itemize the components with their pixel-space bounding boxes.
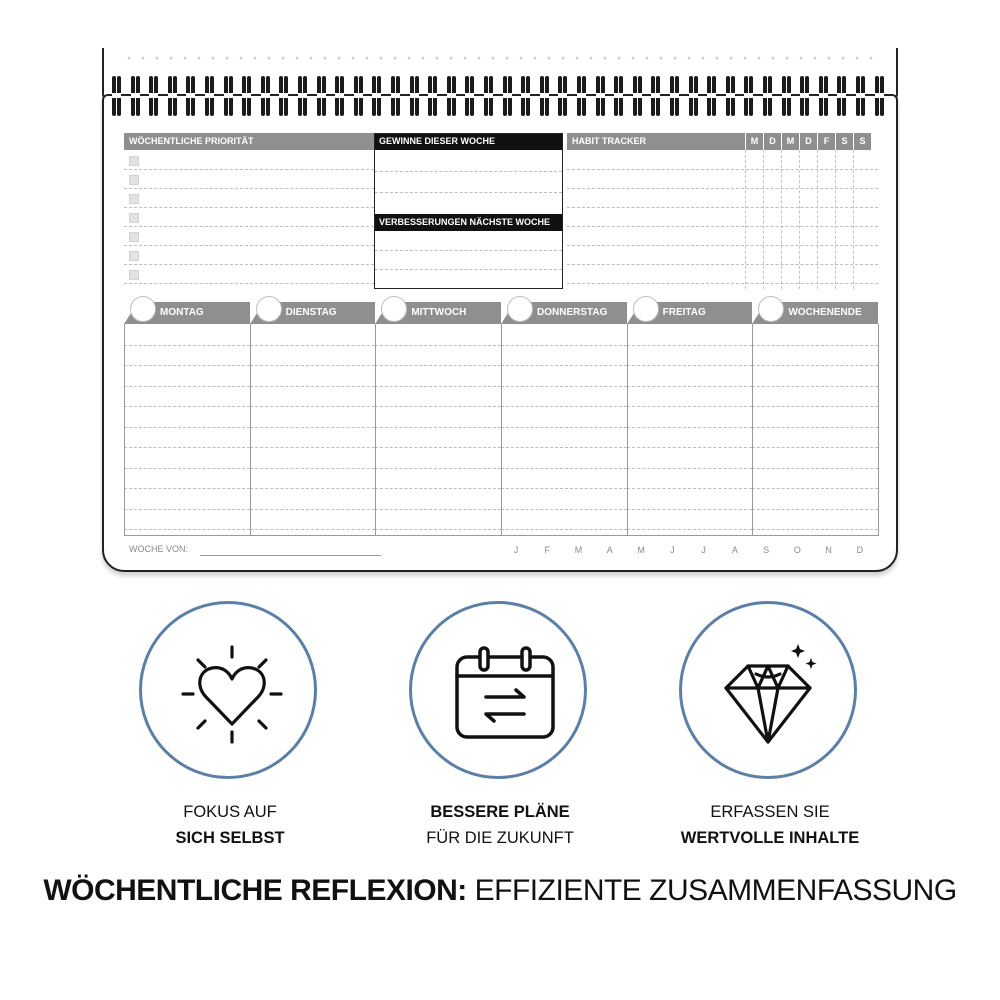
- weekday-letter: S: [853, 133, 871, 150]
- coil-gap: [503, 93, 512, 98]
- coil-gap: [726, 93, 735, 98]
- day-column: [124, 302, 250, 536]
- weekly-priority-header: WÖCHENTLICHE PRIORITÄT: [124, 133, 374, 150]
- day-line: [375, 529, 501, 530]
- habit-column-line: [781, 150, 782, 289]
- day-line: [250, 468, 376, 469]
- day-line: [124, 427, 250, 428]
- coil-gap: [856, 93, 865, 98]
- coil-ring: [131, 76, 140, 116]
- day-line: [752, 386, 878, 387]
- coil-gap: [205, 93, 214, 98]
- week-of-line: [200, 555, 381, 556]
- coil-gap: [763, 93, 772, 98]
- day-lines: [752, 324, 878, 536]
- weekday-columns: [124, 302, 878, 536]
- coil-ring: [726, 76, 735, 116]
- coil-gap: [837, 93, 846, 98]
- day-line: [124, 488, 250, 489]
- coil-ring: [261, 76, 270, 116]
- day-line: [752, 365, 878, 366]
- priority-checkbox: [129, 194, 139, 204]
- day-label: MONTAG: [160, 307, 204, 318]
- day-line: [375, 427, 501, 428]
- coil-gap: [112, 93, 121, 98]
- coil-ring: [763, 76, 772, 116]
- coil-ring: [484, 76, 493, 116]
- wins-improvements-frame: [374, 133, 563, 289]
- day-lines: [375, 324, 501, 536]
- day-line: [375, 406, 501, 407]
- coil-gap: [131, 93, 140, 98]
- weekday-letter: D: [763, 133, 781, 150]
- month-letter: M: [574, 545, 583, 555]
- coil-ring: [670, 76, 679, 116]
- habit-weekday-letters: [745, 133, 871, 150]
- coil-ring: [800, 76, 809, 116]
- coil-ring: [651, 76, 660, 116]
- day-lines: [250, 324, 376, 536]
- habit-line: [567, 207, 878, 208]
- day-line: [124, 509, 250, 510]
- day-line: [124, 386, 250, 387]
- coil-ring: [205, 76, 214, 116]
- improvements-header: VERBESSERUNGEN NÄCHSTE WOCHE: [374, 214, 563, 231]
- priority-line: [124, 188, 374, 189]
- day-line: [752, 468, 878, 469]
- day-separator: [501, 324, 502, 536]
- day-line: [752, 488, 878, 489]
- priority-line: [124, 264, 374, 265]
- day-label: DIENSTAG: [285, 307, 337, 318]
- coil-gap: [410, 93, 419, 98]
- coil-gap: [149, 93, 158, 98]
- month-letter: D: [856, 545, 864, 555]
- diamond-icon: [682, 604, 853, 775]
- priority-line: [124, 169, 374, 170]
- day-line: [124, 447, 250, 448]
- day-line: [375, 488, 501, 489]
- plans-feature-circle: [409, 601, 587, 779]
- coil-gap: [689, 93, 698, 98]
- priority-line: [124, 207, 374, 208]
- day-line: [627, 488, 753, 489]
- day-line: [752, 406, 878, 407]
- coil-ring: [782, 76, 791, 116]
- weekday-letter: F: [817, 133, 835, 150]
- month-letter: F: [544, 545, 551, 555]
- habit-column-line: [835, 150, 836, 289]
- weekday-letter: M: [781, 133, 799, 150]
- caption-line-1: ERFASSEN SIE: [710, 803, 830, 821]
- weekday-letter: M: [745, 133, 763, 150]
- focus-feature-circle: [139, 601, 317, 779]
- day-line: [752, 345, 878, 346]
- habit-line: [567, 169, 878, 170]
- month-letter: O: [793, 545, 801, 555]
- coil-ring: [279, 76, 288, 116]
- coil-ring: [168, 76, 177, 116]
- coil-ring: [819, 76, 828, 116]
- coil-gap: [372, 93, 381, 98]
- day-label: MITTWOCH: [411, 307, 467, 318]
- calendar-swap-icon: [412, 604, 583, 775]
- coil-ring: [447, 76, 456, 116]
- day-label: DONNERSTAG: [537, 307, 608, 318]
- day-line: [375, 386, 501, 387]
- priority-line: [124, 245, 374, 246]
- day-line: [627, 447, 753, 448]
- habit-line: [567, 283, 878, 284]
- day-line: [627, 345, 753, 346]
- priority-checkbox: [129, 270, 139, 280]
- priority-checkbox: [129, 156, 139, 166]
- day-separator: [250, 324, 251, 536]
- coil-gap: [261, 93, 270, 98]
- coil-gap: [484, 93, 493, 98]
- coil-gap: [819, 93, 828, 98]
- day-column: [627, 302, 753, 536]
- perforation-dots: [122, 56, 878, 60]
- day-line: [752, 447, 878, 448]
- coil-gap: [521, 93, 530, 98]
- day-line: [501, 488, 627, 489]
- coil-gap: [168, 93, 177, 98]
- day-column: [250, 302, 376, 536]
- day-lines: [501, 324, 627, 536]
- coil-ring: [503, 76, 512, 116]
- wins-header: GEWINNE DIESER WOCHE: [374, 133, 563, 150]
- month-letters: [508, 545, 868, 555]
- day-line: [250, 365, 376, 366]
- coil-ring: [558, 76, 567, 116]
- coil-gap: [447, 93, 456, 98]
- coil-gap: [558, 93, 567, 98]
- month-letter: A: [731, 545, 738, 555]
- coil-gap: [335, 93, 344, 98]
- coil-gap: [540, 93, 549, 98]
- month-letter: J: [513, 545, 519, 555]
- coil-gap: [279, 93, 288, 98]
- day-column: [375, 302, 501, 536]
- coil-ring: [224, 76, 233, 116]
- priority-list: [124, 150, 374, 289]
- habit-line: [567, 188, 878, 189]
- coil-ring: [372, 76, 381, 116]
- coil-ring: [875, 76, 884, 116]
- month-letter: J: [701, 545, 706, 555]
- day-label: FREITAG: [662, 307, 706, 318]
- caption-line-1: BESSERE PLÄNE: [430, 803, 570, 821]
- month-letter: A: [606, 545, 613, 555]
- day-line: [501, 427, 627, 428]
- day-line: [375, 509, 501, 510]
- day-date-circle: [130, 296, 156, 322]
- habit-column-line: [745, 150, 746, 289]
- coil-ring: [633, 76, 642, 116]
- priority-checkbox: [129, 251, 139, 261]
- coil-gap: [186, 93, 195, 98]
- habit-column-line: [817, 150, 818, 289]
- weekday-letter: D: [799, 133, 817, 150]
- coil-gap: [651, 93, 660, 98]
- coil-gap: [782, 93, 791, 98]
- day-line: [124, 406, 250, 407]
- spiral-binding: [112, 76, 888, 116]
- day-line: [752, 509, 878, 510]
- feature-caption-insights: [640, 799, 900, 851]
- day-line: [501, 386, 627, 387]
- coil-gap: [596, 93, 605, 98]
- day-separator: [752, 324, 753, 536]
- coil-gap: [224, 93, 233, 98]
- coil-ring: [186, 76, 195, 116]
- day-separator: [124, 324, 125, 536]
- habit-lines: [567, 150, 878, 289]
- day-line: [752, 529, 878, 530]
- day-date-circle: [256, 296, 282, 322]
- coil-ring: [856, 76, 865, 116]
- day-line: [627, 386, 753, 387]
- day-label: WOCHENENDE: [788, 307, 862, 318]
- coil-gap: [354, 93, 363, 98]
- day-line: [250, 447, 376, 448]
- caption-line-2: SICH SELBST: [175, 829, 285, 847]
- day-line: [250, 509, 376, 510]
- day-line: [627, 406, 753, 407]
- priority-checkbox: [129, 175, 139, 185]
- day-line: [250, 488, 376, 489]
- day-column: [752, 302, 878, 536]
- day-line: [627, 468, 753, 469]
- day-line: [250, 386, 376, 387]
- habit-line: [567, 226, 878, 227]
- headline: [0, 874, 1000, 908]
- coil-ring: [689, 76, 698, 116]
- coil-ring: [112, 76, 121, 116]
- coil-gap: [744, 93, 753, 98]
- day-line: [501, 447, 627, 448]
- day-line: [501, 345, 627, 346]
- day-line: [752, 427, 878, 428]
- headline-bold: WÖCHENTLICHE REFLEXION:: [43, 874, 467, 907]
- coil-gap: [298, 93, 307, 98]
- habit-column-line: [799, 150, 800, 289]
- day-line: [124, 529, 250, 530]
- weekday-letter: S: [835, 133, 853, 150]
- day-line: [627, 427, 753, 428]
- heart-icon: [142, 604, 313, 775]
- coil-ring: [744, 76, 753, 116]
- day-line: [375, 345, 501, 346]
- day-line: [250, 345, 376, 346]
- day-line: [375, 447, 501, 448]
- coil-gap: [875, 93, 884, 98]
- day-lines: [627, 324, 753, 536]
- coil-gap: [577, 93, 586, 98]
- caption-line-2: FÜR DIE ZUKUNFT: [426, 829, 574, 847]
- priority-line: [124, 283, 374, 284]
- day-line: [124, 468, 250, 469]
- habit-column-line: [763, 150, 764, 289]
- month-letter: M: [637, 545, 645, 555]
- priority-line: [124, 226, 374, 227]
- insights-feature-circle: [679, 601, 857, 779]
- coil-gap: [670, 93, 679, 98]
- habit-line: [567, 264, 878, 265]
- week-of-label: WOCHE VON:: [129, 544, 189, 554]
- coil-ring: [149, 76, 158, 116]
- coil-ring: [242, 76, 251, 116]
- caption-line-2: WERTVOLLE INHALTE: [680, 829, 860, 847]
- coil-gap: [391, 93, 400, 98]
- day-line: [250, 427, 376, 428]
- day-line: [501, 406, 627, 407]
- habit-tracker-header: HABIT TRACKER: [567, 133, 745, 150]
- coil-ring: [596, 76, 605, 116]
- month-letter: N: [825, 545, 832, 555]
- coil-gap: [633, 93, 642, 98]
- coil-ring: [707, 76, 716, 116]
- coil-ring: [614, 76, 623, 116]
- day-separator: [375, 324, 376, 536]
- priority-checkbox: [129, 213, 139, 223]
- day-date-circle: [633, 296, 659, 322]
- coil-ring: [410, 76, 419, 116]
- day-date-circle: [507, 296, 533, 322]
- day-line: [501, 365, 627, 366]
- day-line: [627, 509, 753, 510]
- coil-ring: [837, 76, 846, 116]
- month-letter: J: [670, 545, 675, 555]
- coil-ring: [540, 76, 549, 116]
- coil-gap: [614, 93, 623, 98]
- coil-ring: [577, 76, 586, 116]
- coil-gap: [317, 93, 326, 98]
- day-line: [250, 406, 376, 407]
- coil-ring: [465, 76, 474, 116]
- headline-regular: EFFIZIENTE ZUSAMMENFASSUNG: [466, 874, 957, 907]
- habit-line: [567, 245, 878, 246]
- month-letter: S: [763, 545, 770, 555]
- days-bottom-rule: [124, 535, 878, 536]
- day-line: [250, 529, 376, 530]
- coil-gap: [465, 93, 474, 98]
- day-line: [124, 345, 250, 346]
- coil-ring: [298, 76, 307, 116]
- habit-column-line: [853, 150, 854, 289]
- priority-checkbox: [129, 232, 139, 242]
- coil-gap: [428, 93, 437, 98]
- coil-gap: [800, 93, 809, 98]
- coil-ring: [354, 76, 363, 116]
- day-line: [375, 365, 501, 366]
- coil-ring: [391, 76, 400, 116]
- day-separator: [627, 324, 628, 536]
- feature-caption-focus: [100, 799, 360, 851]
- day-line: [501, 509, 627, 510]
- planner-top-section: [124, 133, 878, 289]
- day-line: [501, 468, 627, 469]
- coil-gap: [242, 93, 251, 98]
- coil-gap: [707, 93, 716, 98]
- coil-ring: [317, 76, 326, 116]
- coil-ring: [335, 76, 344, 116]
- day-line: [627, 365, 753, 366]
- day-line: [501, 529, 627, 530]
- day-line: [375, 468, 501, 469]
- day-separator: [878, 324, 879, 536]
- day-line: [627, 529, 753, 530]
- day-line: [124, 365, 250, 366]
- caption-line-1: FOKUS AUF: [183, 803, 277, 821]
- coil-ring: [428, 76, 437, 116]
- day-column: [501, 302, 627, 536]
- coil-ring: [521, 76, 530, 116]
- day-lines: [124, 324, 250, 536]
- feature-caption-plans: [370, 799, 630, 851]
